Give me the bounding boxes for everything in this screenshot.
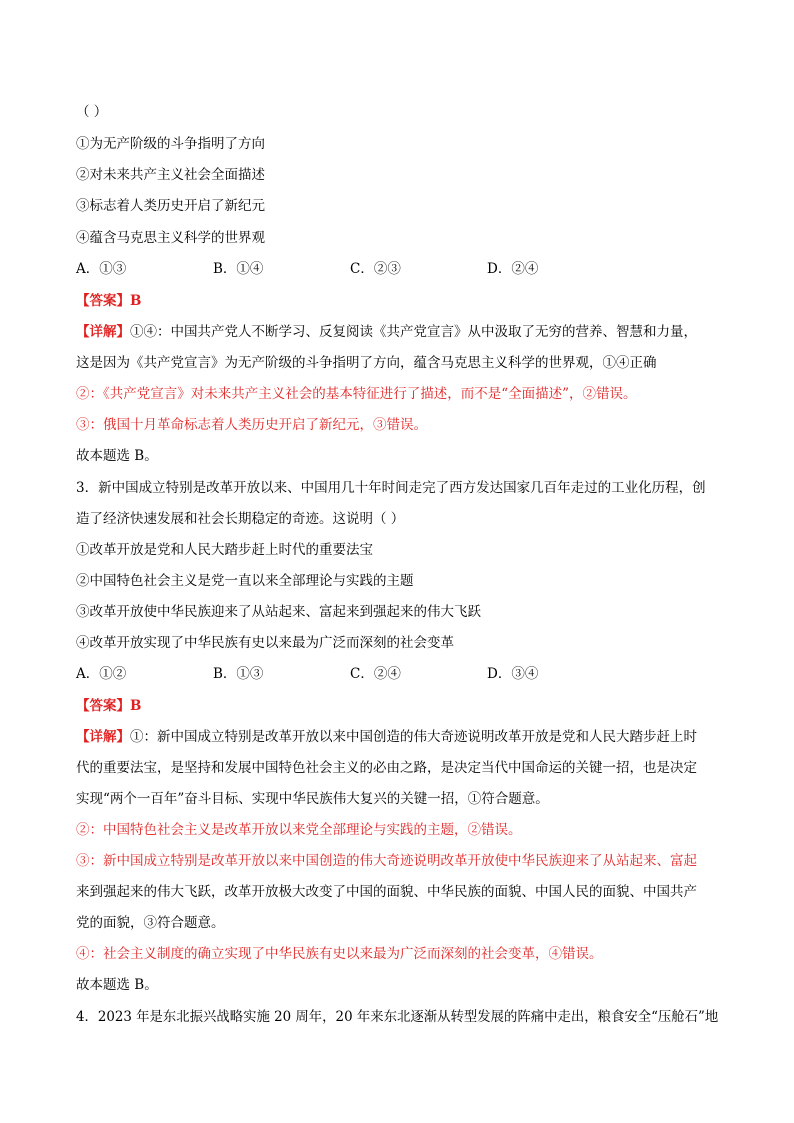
q2-option-b: B．①④ (213, 261, 264, 277)
q2-option-a: A．①③ (76, 261, 127, 277)
q2-detail-tag: 【详解】 (76, 324, 130, 340)
q3-detail-line-3: 实现“两个一百年”奋斗目标、实现中华民族伟大复兴的关键一招，①符合题意。 (76, 791, 549, 807)
q3-item-1: ①改革开放是党和人民大踏步赶上时代的重要法宝 (76, 542, 373, 558)
q3-item-4: ④改革开放实现了中华民族有史以来最为广泛而深刻的社会变革 (76, 635, 454, 651)
q2-paren: （ ） (76, 104, 108, 120)
q2-detail-line-3: ②：《共产党宣言》对未来共产主义社会的基本特征进行了描述，而不是“全面描述”，②错误。 (76, 386, 637, 402)
q2-item-3: ③标志着人类历史开启了新纪元 (76, 198, 265, 214)
q3-detail-line-1 (76, 727, 697, 747)
q2-item-2: ②对未来共产主义社会全面描述 (76, 167, 265, 183)
q3-item-2: ②中国特色社会主义是党一直以来全部理论与实践的主题 (76, 573, 414, 589)
q3-answer: 【答案】B (76, 698, 142, 714)
q3-detail-line-6: 来到强起来的伟大飞跃，改革开放极大改变了中国的面貌、中华民族的面貌、中国人民的面貌、中国共产 (76, 884, 697, 900)
q3-stem-line-1: 3．新中国成立特别是改革开放以来、中国用几十年时间走完了西方发达国家几百年走过的工业化历程，创 (76, 480, 706, 496)
q2-option-d: D．②④ (487, 261, 539, 277)
q3-stem-line-2: 造了经济快速发展和社会长期稳定的奇迹。这说明（ ） (76, 511, 405, 527)
q3-item-3: ③改革开放使中华民族迎来了从站起来、富起来到强起来的伟大飞跃 (76, 604, 481, 620)
q3-detail-line-8: ④：社会主义制度的确立实现了中华民族有史以来最为广泛而深刻的社会变革，④错误。 (76, 946, 603, 962)
q3-detail-line-5: ③：新中国成立特别是改革开放以来中国创造的伟大奇迹说明改革开放使中华民族迎来了从站起来、富起 (76, 853, 697, 869)
q2-detail-line-2: 这是因为《共产党宣言》为无产阶级的斗争指明了方向，蕴含马克思主义科学的世界观，①④正确 (76, 355, 657, 371)
q3-option-d: D．③④ (487, 666, 539, 682)
q3-detail-line-2: 代的重要法宝，是坚持和发展中国特色社会主义的必由之路，是决定当代中国命运的关键一招，也是决定 (76, 760, 697, 776)
q3-option-b: B．①③ (213, 666, 264, 682)
q3-detail-tag: 【详解】 (76, 729, 130, 745)
q3-option-a: A．①② (76, 666, 127, 682)
q2-answer: 【答案】B (76, 293, 142, 309)
q2-detail-line-1 (76, 322, 697, 342)
q3-detail-line-4: ②：中国特色社会主义是改革开放以来党全部理论与实践的主题，②错误。 (76, 822, 522, 838)
q2-option-c: C．②③ (350, 261, 401, 277)
q3-detail-text-1: ①：新中国成立特别是改革开放以来中国创造的伟大奇迹说明改革开放是党和人民大踏步赶上时 (130, 729, 697, 745)
q2-item-1: ①为无产阶级的斗争指明了方向 (76, 136, 265, 152)
q3-conclusion: 故本题选 B。 (76, 977, 158, 993)
q3-option-c: C．②④ (350, 666, 401, 682)
q4-stem-line-1: 4．2023 年是东北振兴战略实施 20 周年，20 年来东北逐渐从转型发展的阵痛中走出，粮食安全“压舱石”地 (76, 1009, 719, 1025)
q3-detail-line-7: 党的面貌，③符合题意。 (76, 915, 225, 931)
q2-detail-text-1: ①④：中国共产党人不断学习、反复阅读《共产党宣言》从中汲取了无穷的营养、智慧和力量， (130, 324, 697, 340)
q2-item-4: ④蕴含马克思主义科学的世界观 (76, 230, 265, 246)
q2-detail-line-4: ③：俄国十月革命标志着人类历史开启了新纪元，③错误。 (76, 417, 427, 433)
q2-conclusion: 故本题选 B。 (76, 448, 158, 464)
